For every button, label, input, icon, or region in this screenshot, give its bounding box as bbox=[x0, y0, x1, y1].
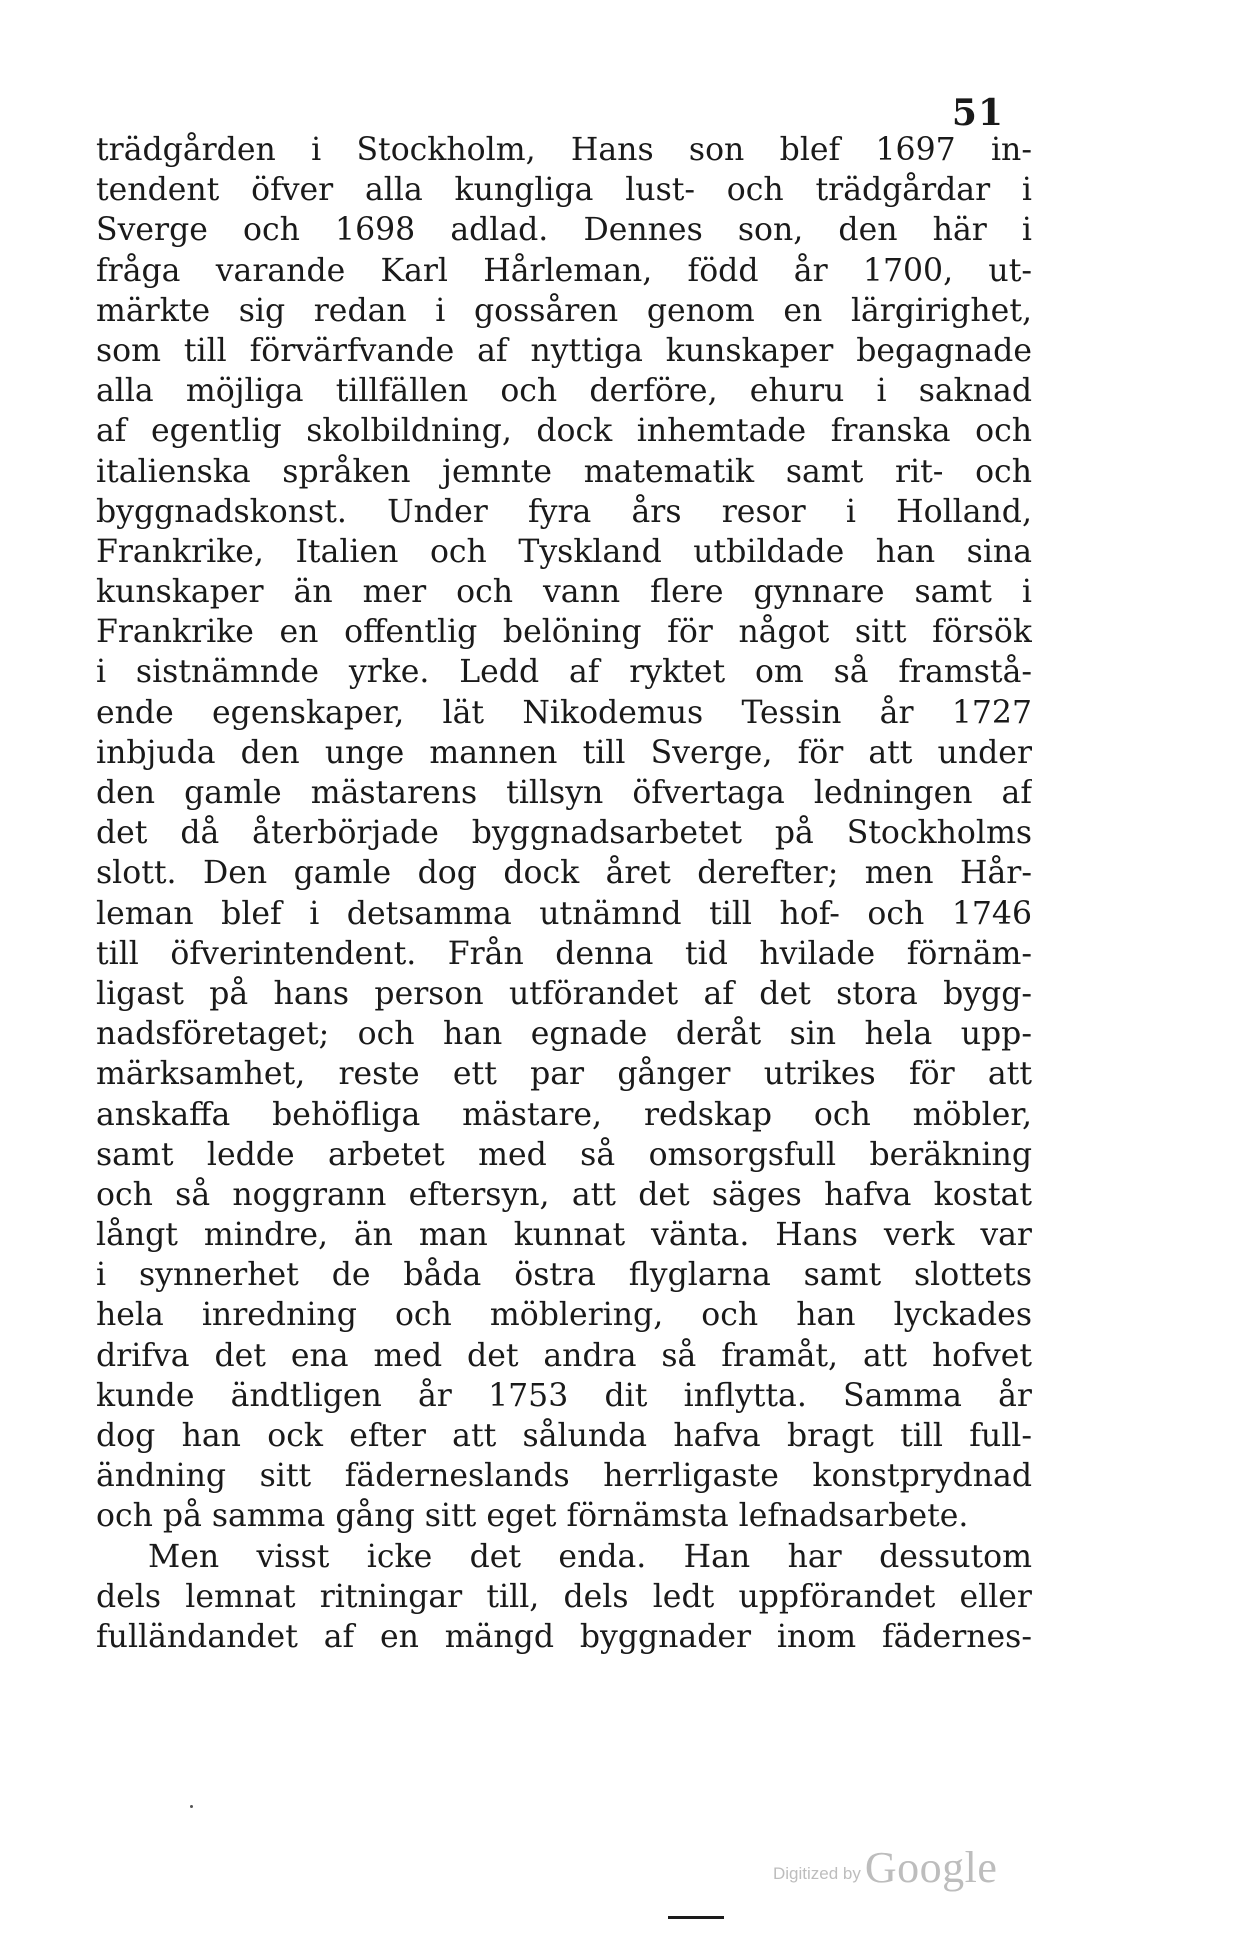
scan-speck bbox=[190, 1805, 193, 1808]
text-line: trädgården i Stockholm, Hans son blef 1697 in- bbox=[96, 132, 1032, 168]
text-line: nadsföretaget; och han egnade deråt sin hela upp- bbox=[96, 1016, 1032, 1053]
text-line: dels lemnat ritningar till, dels ledt uppförandet eller bbox=[96, 1578, 1032, 1615]
text-line: ligast på hans person utförandet af det stora bygg- bbox=[96, 975, 1032, 1012]
text-line: i sistnämnde yrke. Ledd af ryktet om så framstå- bbox=[96, 654, 1032, 691]
text-line: till öfverintendent. Från denna tid hvilade förnäm- bbox=[96, 935, 1032, 972]
text-line: italienska språken jemnte matematik samt rit- och bbox=[96, 453, 1032, 490]
text-line: märksamhet, reste ett par gånger utrikes för att bbox=[96, 1056, 1032, 1093]
bottom-rule bbox=[668, 1916, 724, 1919]
text-line: den gamle mästarens tillsyn öfvertaga ledningen af bbox=[96, 775, 1032, 811]
text-line: märkte sig redan i gossåren genom en lärgirighet, bbox=[96, 292, 1032, 329]
text-line: drifva det ena med det andra så framåt, att hofvet bbox=[96, 1337, 1032, 1374]
text-line: inbjuda den unge mannen till Sverge, för att under bbox=[96, 734, 1032, 771]
text-line: långt mindre, än man kunnat vänta. Hans verk var bbox=[96, 1217, 1032, 1254]
text-line: anskaffa behöfliga mästare, redskap och möbler, bbox=[96, 1096, 1032, 1133]
text-line: tendent öfver alla kungliga lust- och trädgårdar i bbox=[96, 172, 1032, 209]
digitized-watermark bbox=[773, 1840, 1033, 1890]
watermark-brand: Google bbox=[864, 1843, 998, 1892]
text-line: i synnerhet de båda östra flyglarna samt slottets bbox=[96, 1257, 1032, 1294]
text-line: Sverge och 1698 adlad. Dennes son, den här i bbox=[96, 212, 1032, 249]
text-line: slott. Den gamle dog dock året derefter; men Hår- bbox=[96, 855, 1032, 892]
text-line: leman blef i detsamma utnämnd till hof- och 1746 bbox=[96, 895, 1032, 932]
text-line: Frankrike en offentlig belöning för något sitt försök bbox=[96, 614, 1032, 651]
text-line: dog han ock efter att sålunda hafva bragt till full- bbox=[96, 1418, 1032, 1454]
paragraph-end-line: och på samma gång sitt eget förnämsta lefnadsarbete. bbox=[96, 1498, 969, 1535]
text-line: kunskaper än mer och vann flere gynnare samt i bbox=[96, 574, 1032, 611]
text-line: fråga varande Karl Hårleman, född år 1700, ut- bbox=[96, 252, 1032, 289]
paragraph-start-line: Men visst icke det enda. Han har dessutom bbox=[148, 1538, 1032, 1575]
text-line: byggnadskonst. Under fyra års resor i Holland, bbox=[96, 493, 1032, 530]
text-line: samt ledde arbetet med så omsorgsfull beräkning bbox=[96, 1136, 1032, 1173]
text-line: alla möjliga tillfällen och derföre, ehuru i saknad bbox=[96, 373, 1032, 410]
text-line: det då återbörjade byggnadsarbetet på Stockholms bbox=[96, 815, 1032, 852]
text-line: ende egenskaper, lät Nikodemus Tessin år 1727 bbox=[96, 694, 1032, 731]
text-line: som till förvärfvande af nyttiga kunskaper begagnade bbox=[96, 332, 1032, 369]
text-line: och så noggrann eftersyn, att det säges hafva kostat bbox=[96, 1176, 1032, 1213]
text-line: hela inredning och möblering, och han lyckades bbox=[96, 1297, 1032, 1334]
text-line: fulländandet af en mängd byggnader inom fädernes- bbox=[96, 1618, 1032, 1655]
page-number: 51 bbox=[951, 92, 1004, 134]
watermark-prefix: Digitized by bbox=[773, 1864, 861, 1883]
text-line: ändning sitt fäderneslands herrligaste konstprydnad bbox=[96, 1458, 1032, 1495]
text-line: af egentlig skolbildning, dock inhemtade franska och bbox=[96, 413, 1032, 450]
body-text bbox=[96, 130, 1032, 1657]
text-line: Frankrike, Italien och Tyskland utbildade han sina bbox=[96, 533, 1032, 570]
text-line: kunde ändtligen år 1753 dit inflytta. Samma år bbox=[96, 1377, 1032, 1414]
